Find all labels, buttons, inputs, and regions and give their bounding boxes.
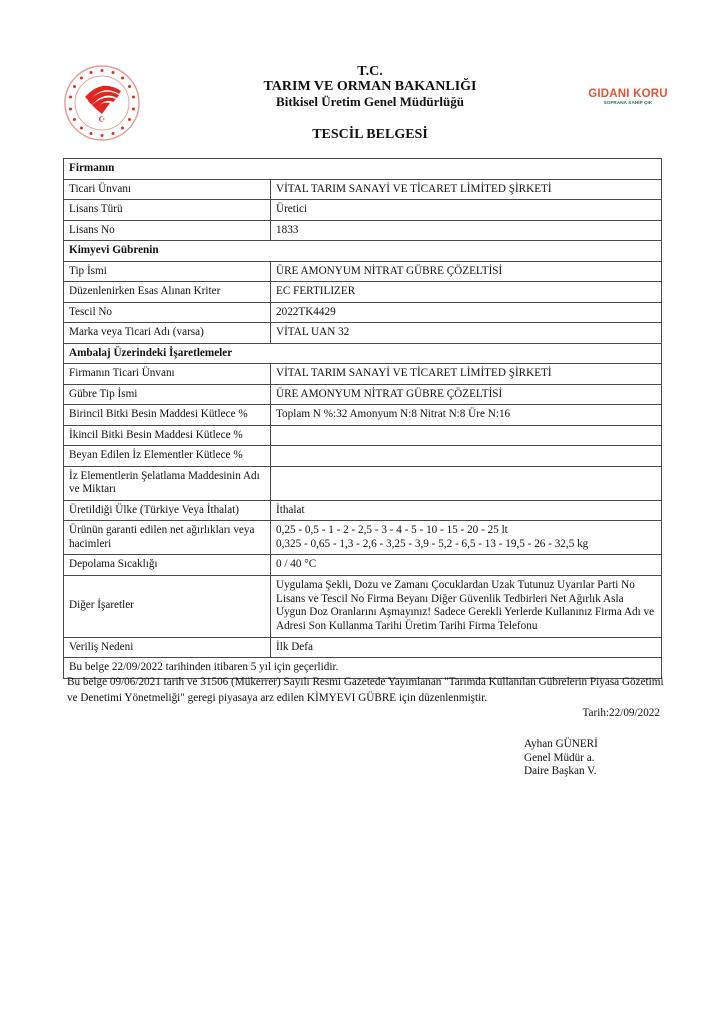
signature-block (524, 738, 598, 779)
section-header-packaging (64, 343, 662, 364)
table-row (64, 220, 662, 241)
row-value: ÜRE AMONYUM NİTRAT GÜBRE ÇÖZELTİSİ (271, 261, 662, 282)
table-row (64, 179, 662, 200)
row-key: Tip İsmi (64, 261, 271, 282)
row-key: Firmanın Ticari Ünvanı (64, 364, 271, 385)
row-key: İz Elementlerin Şelatlama Maddesinin Adı ve Miktarı (64, 466, 271, 500)
row-value: Uygulama Şekli, Dozu ve Zamanı Çocuklardan Uzak Tutunuz Uyarılar Parti No Lisans ve Tescil No Firma Beyanı Diğer Güvenlik Tedbirleri Net Ağırlık Asla Uygun Doz Oranlarını Aşmayınız! Sadece Gerekli Yerlerde Kullanınız Firma Adı ve Adresi Son Kullanma Tarihi Üretim Tarihi Firma Telefonu (271, 575, 662, 637)
row-value (271, 466, 662, 500)
table-row (64, 555, 662, 576)
table-row (64, 200, 662, 221)
signer-name: Ayhan GÜNERİ (524, 738, 598, 750)
row-value (271, 446, 662, 467)
row-key: Ticari Ünvanı (64, 179, 271, 200)
svg-text:☪: ☪ (98, 115, 106, 124)
header-ministry: TARIM VE ORMAN BAKANLIĞI (263, 79, 477, 94)
section-title: Kimyevi Gübrenin (64, 241, 662, 262)
signer-title-1: Genel Müdür a. (524, 751, 595, 764)
row-value: VİTAL UAN 32 (271, 323, 662, 344)
row-key: Gübre Tip İsmi (64, 384, 271, 405)
table-row (64, 446, 662, 467)
row-key: Diğer İşaretler (64, 575, 271, 637)
row-key: Birincil Bitki Besin Maddesi Kütlece % (64, 405, 271, 426)
row-value: Üretici (271, 200, 662, 221)
row-value: 0 / 40 °C (271, 555, 662, 576)
row-value: 2022TK4429 (271, 302, 662, 323)
header-line-1: T.C. (357, 64, 383, 79)
row-value: VİTAL TARIM SANAYİ VE TİCARET LİMİTED ŞİRKETİ (271, 364, 662, 385)
row-key: Lisans Türü (64, 200, 271, 221)
row-key: Ürünün garanti edilen net ağırlıkları veya hacimleri (64, 521, 271, 555)
table-row (64, 425, 662, 446)
row-value (271, 425, 662, 446)
row-key: Depolama Sıcaklığı (64, 555, 271, 576)
row-key: Üretildiği Ülke (Türkiye Veya İthalat) (64, 500, 271, 521)
row-key: Beyan Edilen İz Elementler Kütlece % (64, 446, 271, 467)
validity-text: Bu belge 22/09/2022 tarihinden itibaren 5 yıl için geçerlidir. (64, 658, 662, 679)
table-row (64, 405, 662, 426)
table-row (64, 575, 662, 637)
row-key: Tescil No (64, 302, 271, 323)
regulation-note: Bu belge 09/06/2021 tarih ve 31506 (Mükerrer) Sayılı Resmi Gazetede Yayımlanan "Tarımda Kullanılan Gübrelerin Piyasa Gözetimi ve Denetimi Yönetmeliği" geregi piyasaya arz edilen KİMYEVI GÜBRE için düzenlenmiştir. (67, 676, 664, 704)
table-row (64, 302, 662, 323)
row-value: EC FERTILIZER (271, 282, 662, 303)
table-row (64, 282, 662, 303)
brand-sub-text: SOFRANA SAHİP ÇIK (603, 100, 653, 105)
row-value: 1833 (271, 220, 662, 241)
table-row (64, 521, 662, 555)
document-title: TESCİL BELGESİ (312, 127, 428, 142)
table-row (64, 261, 662, 282)
section-header-firm (64, 159, 662, 180)
row-value: İlk Defa (271, 637, 662, 658)
row-key: Düzenlenirken Esas Alınan Kriter (64, 282, 271, 303)
table-row (64, 364, 662, 385)
issue-date: Tarih:22/09/2022 (582, 707, 660, 719)
row-value: İthalat (271, 500, 662, 521)
table-row (64, 323, 662, 344)
row-value: 0,25 - 0,5 - 1 - 2 - 2,5 - 3 - 4 - 5 - 10 - 15 - 20 - 25 lt 0,325 - 0,65 - 1,3 - 2,6 - 3,25 - 3,9 - 5,2 - 6,5 - 13 - 19,5 - 26 - 32,5 kg (271, 521, 662, 555)
row-key: İkincil Bitki Besin Maddesi Kütlece % (64, 425, 271, 446)
document-header (0, 64, 728, 142)
brand-main-text: GIDANI KORU (588, 88, 668, 100)
table-row (64, 500, 662, 521)
row-value: VİTAL TARIM SANAYİ VE TİCARET LİMİTED ŞİRKETİ (271, 179, 662, 200)
signer-title-2: Daire Başkan V. (524, 765, 597, 777)
table-row (64, 637, 662, 658)
row-value: ÜRE AMONYUM NİTRAT GÜBRE ÇÖZELTİSİ (271, 384, 662, 405)
header-directorate: Bitkisel Üretim Genel Müdürlüğü (276, 94, 464, 109)
row-key: Lisans No (64, 220, 271, 241)
table-row (64, 466, 662, 500)
row-key: Veriliş Nedeni (64, 637, 271, 658)
section-title: Firmanın (64, 159, 662, 180)
table-row (64, 384, 662, 405)
registration-table (63, 158, 662, 679)
section-header-fertilizer (64, 241, 662, 262)
row-value: Toplam N %:32 Amonyum N:8 Nitrat N:8 Üre N:16 (271, 405, 662, 426)
section-title: Ambalaj Üzerindeki İşaretlemeler (64, 343, 662, 364)
row-key: Marka veya Ticari Adı (varsa) (64, 323, 271, 344)
